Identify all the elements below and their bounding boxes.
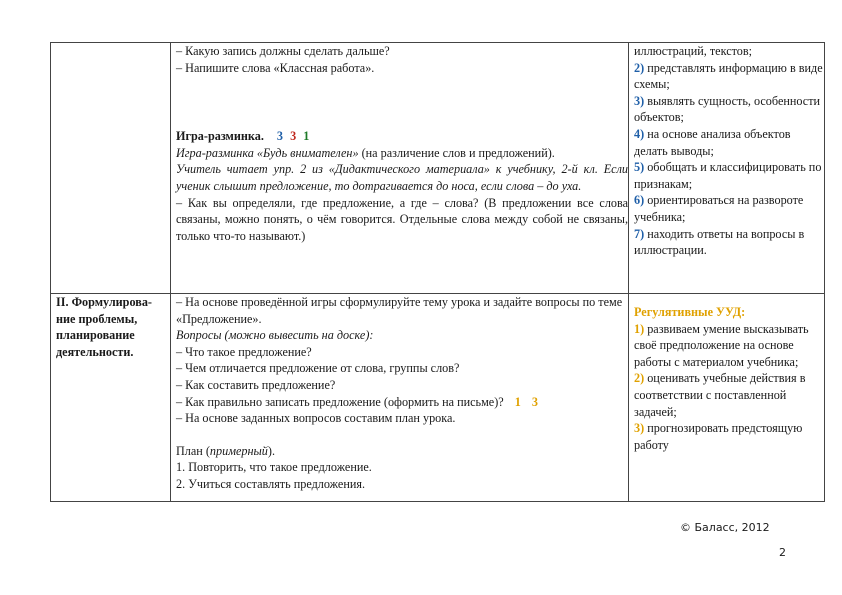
- question-item: – Как составить предложение?: [176, 377, 336, 392]
- uud-cell: [629, 294, 825, 502]
- game-heading: Игра-разминка. 3 3 1: [176, 129, 310, 144]
- uud-item: 1) развиваем умение высказывать своё предположение на основе работы с материалом учебника;: [634, 321, 809, 369]
- uud-item: 5) обобщать и классифицировать по признакам;: [634, 160, 822, 191]
- content-cell: [171, 294, 629, 502]
- content-line: – Какую запись должны сделать дальше?: [176, 44, 390, 58]
- content-line: – На основе проведённой игры сформулируйте тему урока и задайте вопросы по теме «Предложение».: [176, 295, 623, 326]
- plan-item: 2. Учиться составлять предложения.: [176, 476, 366, 491]
- table-row: [51, 43, 825, 294]
- questions-heading: Вопросы (можно вывесить на доске):: [176, 328, 374, 343]
- question-item: – Что такое предложение?: [176, 344, 312, 359]
- plan-item: 1. Повторить, что такое предложение.: [176, 460, 372, 475]
- score-badge: 1: [514, 394, 521, 409]
- question-item: – На основе заданных вопросов составим план урока.: [176, 411, 456, 426]
- score-badge: 3: [290, 129, 297, 144]
- uud-item: 3) выявлять сущность, особенности объектов;: [634, 93, 821, 125]
- uud-item: 6) ориентироваться на развороте учебника;: [634, 193, 804, 224]
- uud-item: 2) оценивать учебные действия в соответствии с поставленной задачей;: [634, 371, 806, 419]
- teacher-instruction: Учитель читает упр. 2 из «Дидактического материала» к учебнику, 2-й кл. Если ученик слышит предложение, то дотрагивается до носа, если слова – до уха.: [176, 162, 628, 193]
- question-item: – Чем отличается предложение от слова, группы слов?: [176, 361, 460, 376]
- lesson-plan-table: [50, 42, 825, 502]
- stage-cell: [51, 294, 171, 502]
- copyright-footer: © Баласс, 2012: [680, 521, 770, 534]
- page-number: 2: [779, 546, 786, 559]
- stage-label: II. Формулирова-ние проблемы, планирование деятельности.: [56, 295, 152, 359]
- content-cell: [171, 43, 629, 294]
- uud-title: Регулятивные УУД:: [634, 305, 746, 319]
- score-badge: 3: [276, 129, 284, 144]
- uud-cell: [629, 43, 825, 294]
- uud-text: иллюстраций, текстов;: [634, 44, 753, 58]
- content-line: – Напишите слова «Классная работа».: [176, 60, 375, 75]
- content-question: – Как вы определяли, где предложение, а где – слова? (В предложении все слова связаны, можно понять, о чём говорится. Отдельные слова между собой не связаны, только что-то называют.): [176, 195, 628, 243]
- game-intro: Игра-разминка «Будь внимателен» (на различение слов и предложений).: [176, 145, 555, 160]
- uud-item: 4) на основе анализа объектов делать выводы;: [634, 126, 791, 158]
- uud-item: 7) находить ответы на вопросы в иллюстрации.: [634, 226, 805, 258]
- plan-heading: План (примерный).: [176, 443, 275, 458]
- uud-item: 2) представлять информацию в виде схемы;: [634, 60, 823, 92]
- question-item: – Как правильно записать предложение (оформить на письме)? 1 3: [176, 394, 538, 409]
- score-badge: 1: [303, 129, 310, 144]
- stage-cell: [51, 43, 171, 294]
- table-row: [51, 294, 825, 502]
- score-badge: 3: [531, 394, 538, 409]
- uud-item: 3) прогнозировать предстоящую работу: [634, 421, 803, 452]
